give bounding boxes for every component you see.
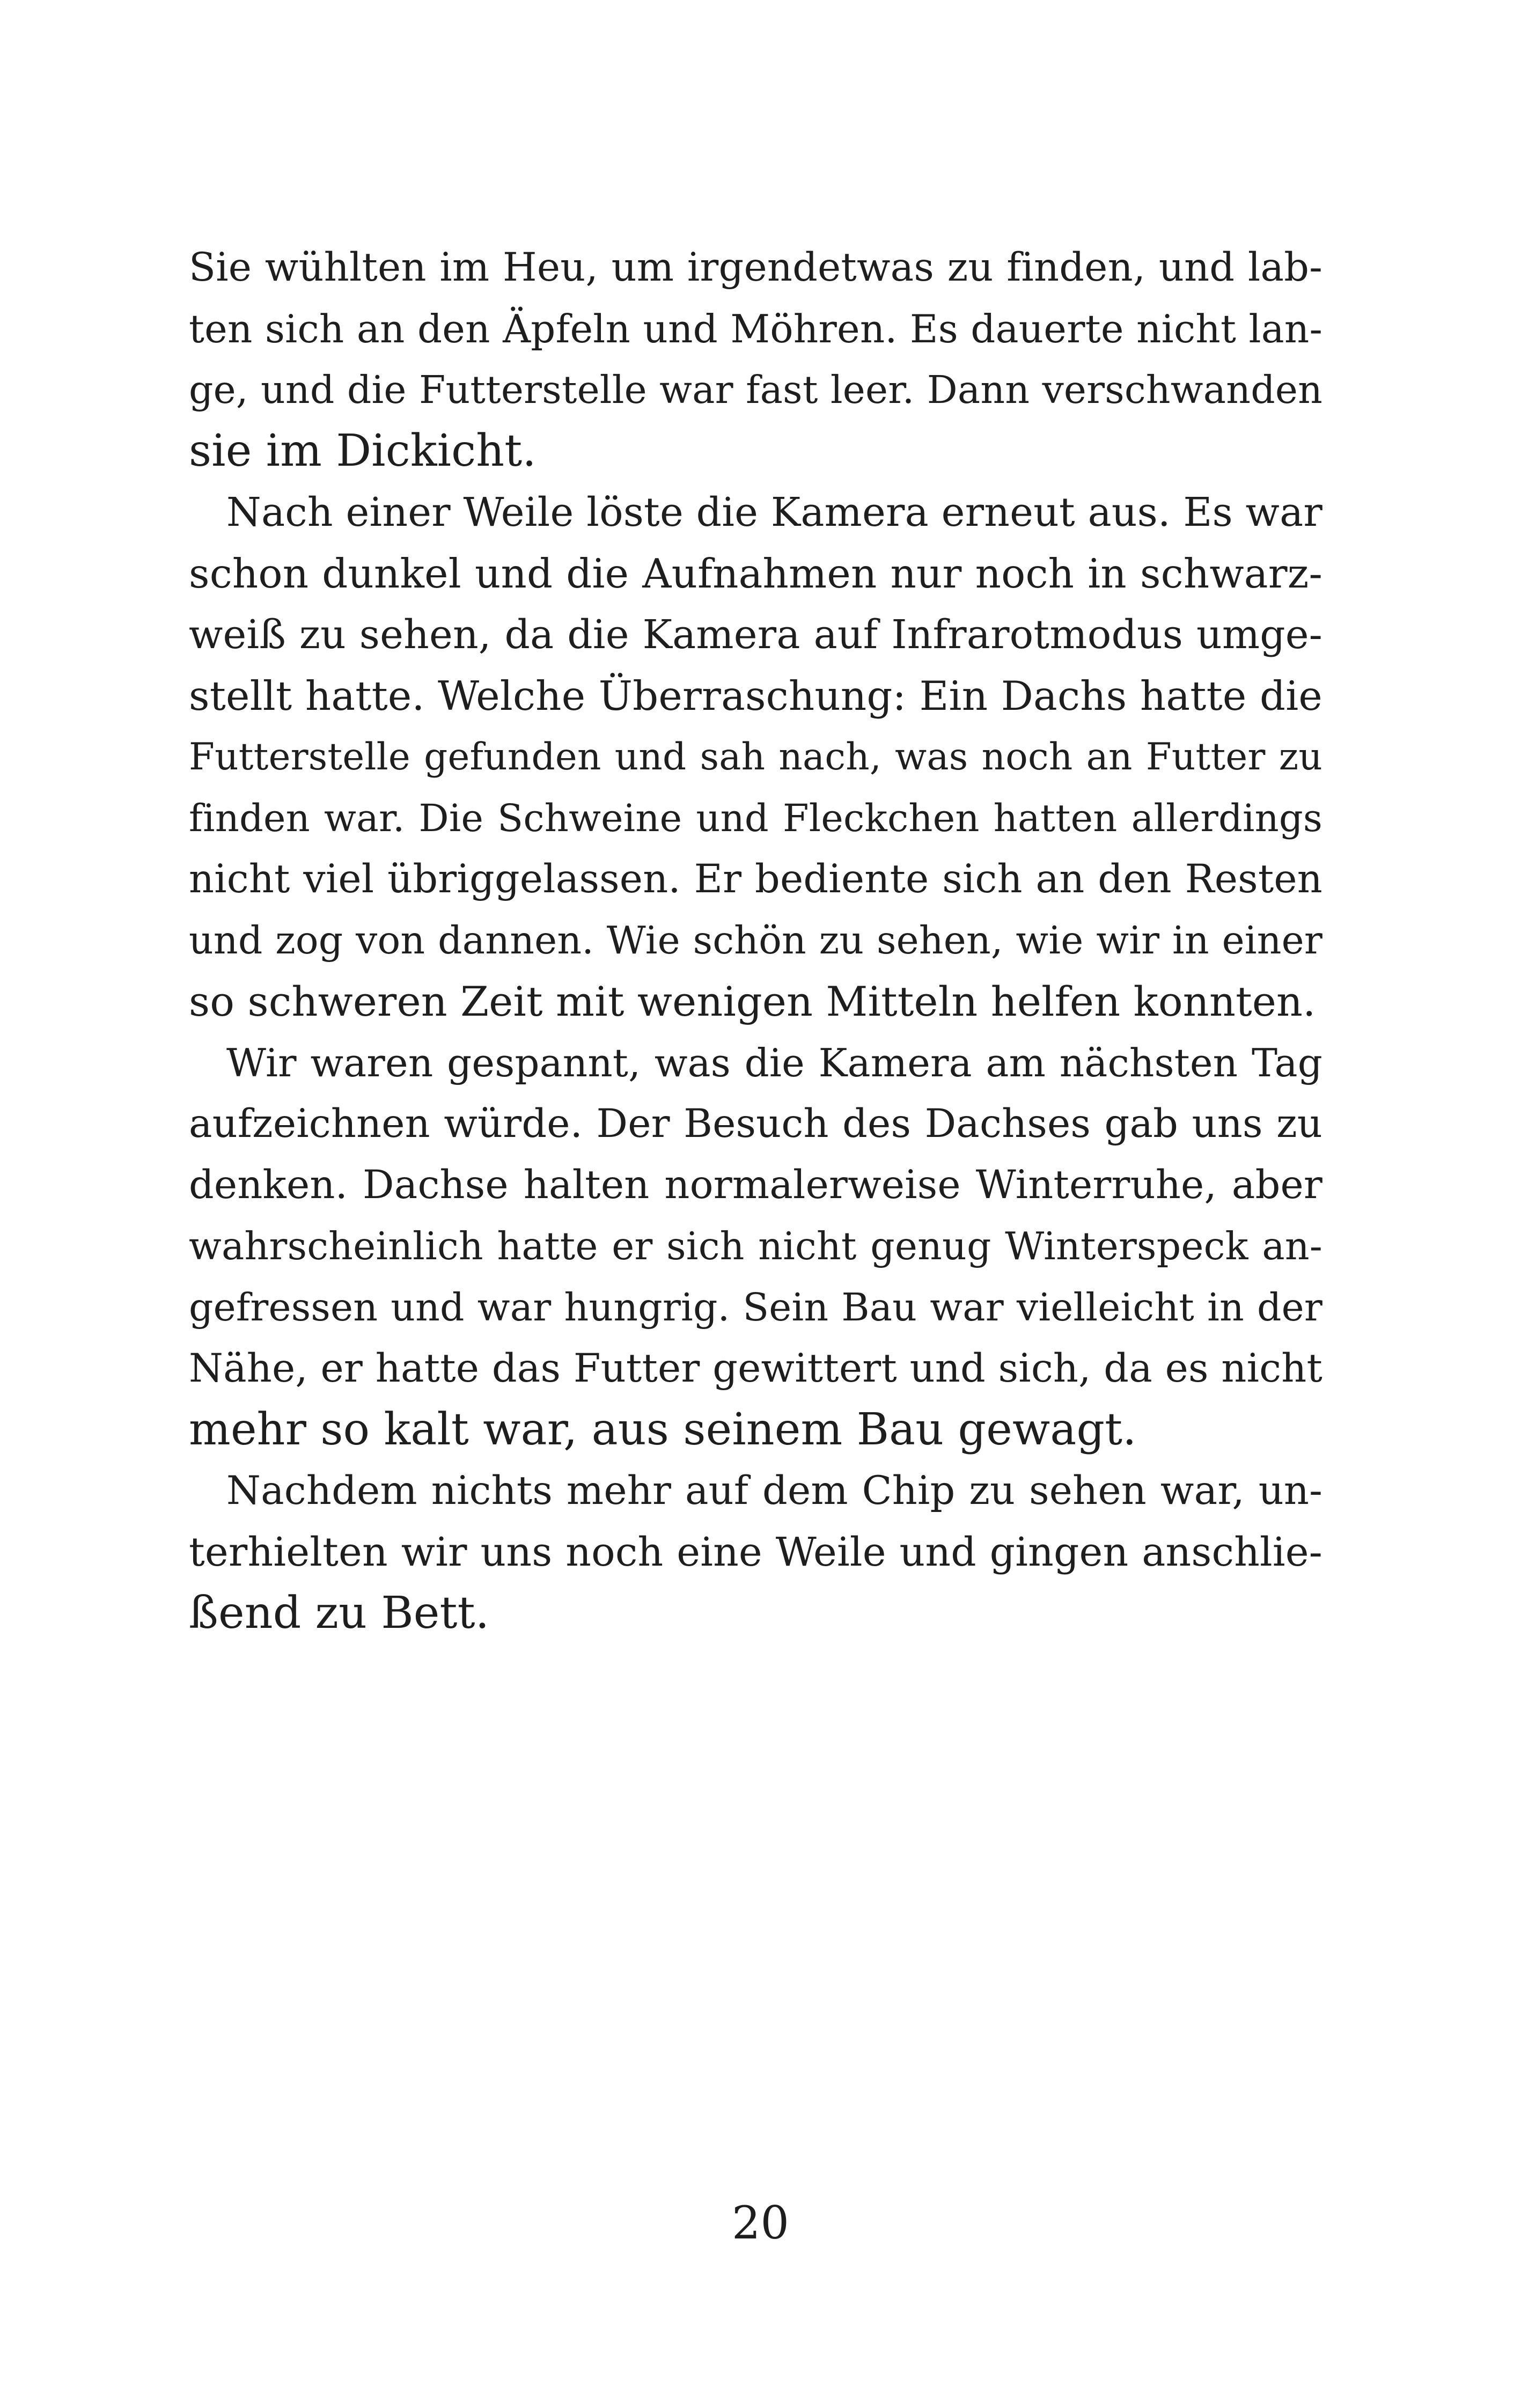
- text-line: Nach einer Weile löste die Kamera erneut aus. Es war: [226, 489, 1322, 535]
- text-line: mehr so kalt war, aus seinem Bau gewagt.: [189, 1404, 1137, 1455]
- text-line: ten sich an den Äpfeln und Möhren. Es dauerte nicht lan-: [189, 306, 1322, 351]
- text-line: gefressen und war hungrig. Sein Bau war vielleicht in der: [189, 1285, 1322, 1330]
- text-line: Wir waren gespannt, was die Kamera am nächsten Tag: [226, 1040, 1322, 1085]
- text-line: weiß zu sehen, da die Kamera auf Infrarotmodus umge-: [189, 612, 1322, 658]
- text-line: denken. Dachse halten normalerweise Winterruhe, aber: [189, 1162, 1322, 1208]
- text-line: ßend zu Bett.: [189, 1588, 490, 1639]
- text-line: sie im Dickicht.: [189, 425, 537, 476]
- text-line: und zog von dannen. Wie schön zu sehen, wie wir in einer: [189, 918, 1322, 963]
- text-line: finden war. Die Schweine und Fleckchen hatten allerdings: [189, 796, 1322, 840]
- text-line: Sie wühlten im Heu, um irgendetwas zu finden, und lab-: [189, 245, 1322, 290]
- body-text: [189, 237, 1322, 1644]
- text-line: nicht viel übriggelassen. Er bediente sich an den Resten: [189, 856, 1322, 902]
- text-line: terhielten wir uns noch eine Weile und gingen anschlie-: [189, 1529, 1322, 1575]
- text-line: Nachdem nichts mehr auf dem Chip zu sehen war, un-: [226, 1468, 1322, 1514]
- text-line: so schweren Zeit mit wenigen Mitteln helfen konnten.: [189, 978, 1316, 1025]
- text-line: aufzeichnen würde. Der Besuch des Dachses gab uns zu: [189, 1101, 1322, 1147]
- text-line: ge, und die Futterstelle war fast leer. Dann verschwanden: [189, 368, 1322, 412]
- text-line: wahrscheinlich hatte er sich nicht genug Winterspeck an-: [189, 1224, 1322, 1268]
- text-line: schon dunkel und die Aufnahmen nur noch in schwarz-: [189, 550, 1322, 597]
- page-number: 20: [732, 2197, 789, 2249]
- text-line: Futterstelle gefunden und sah nach, was noch an Futter zu: [189, 736, 1322, 779]
- text-line: Nähe, er hatte das Futter gewittert und sich, da es nicht: [189, 1346, 1322, 1391]
- text-line: stellt hatte. Welche Überraschung: Ein Dachs hatte die: [189, 672, 1322, 720]
